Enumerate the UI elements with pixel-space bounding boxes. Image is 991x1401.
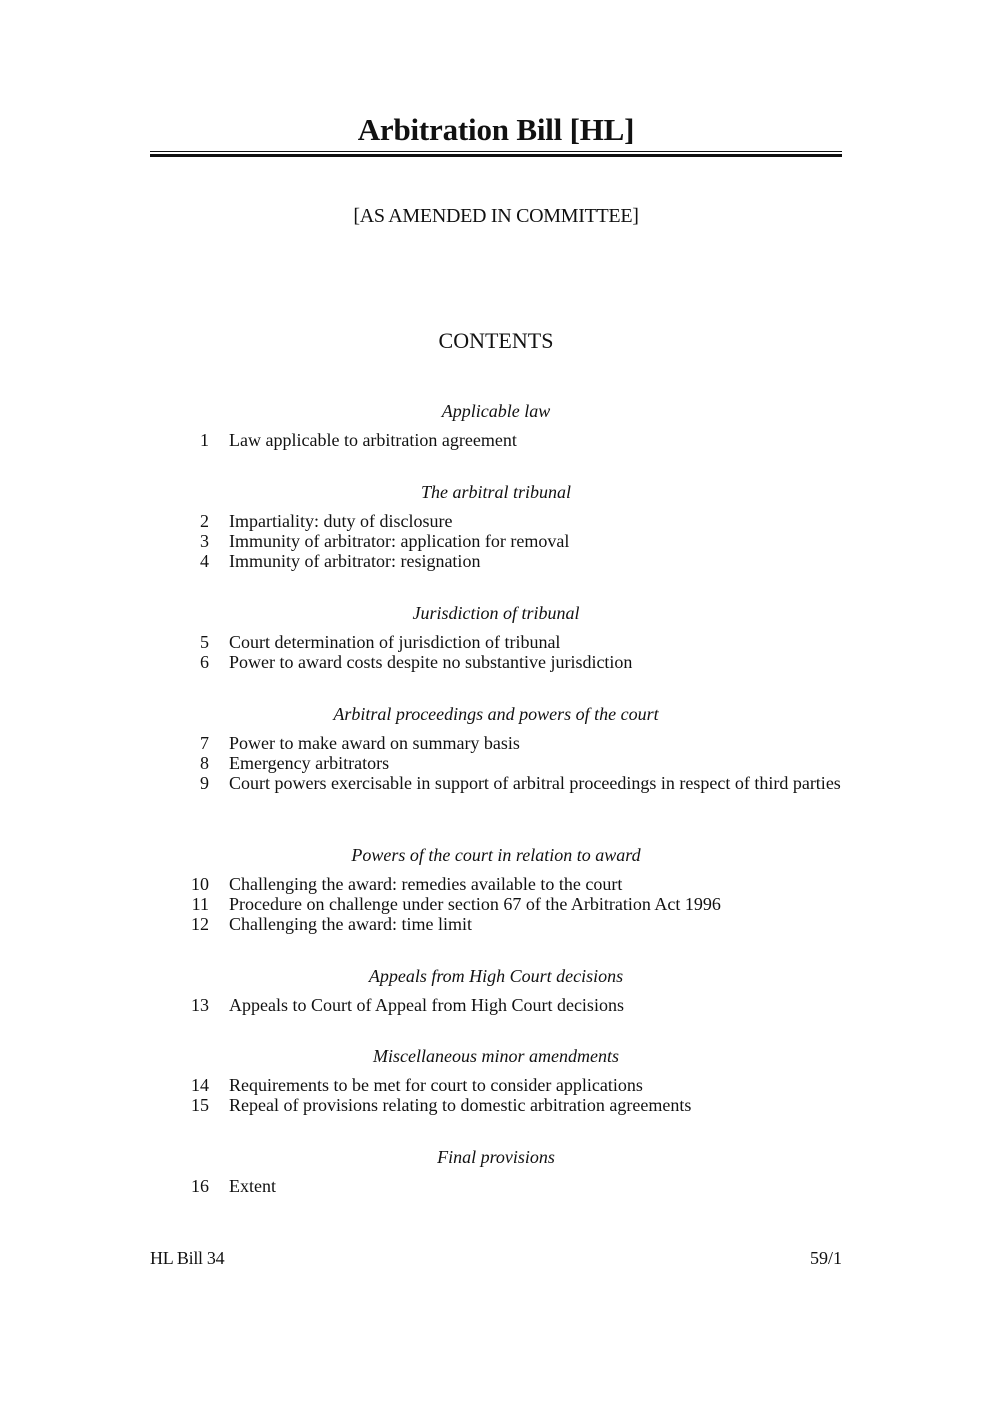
contents-item[interactable]	[150, 733, 842, 753]
bill-number: HL Bill 34	[150, 1248, 225, 1268]
clause-number: 6	[200, 652, 209, 672]
clause-title: Law applicable to arbitration agreement	[229, 430, 517, 450]
section-arbitral-tribunal	[150, 481, 842, 571]
section-appeals-high-court	[150, 965, 842, 1015]
section-heading: Appeals from High Court decisions	[368, 966, 624, 986]
contents-item[interactable]	[150, 1095, 842, 1115]
contents-item[interactable]	[150, 632, 842, 652]
clause-number: 5	[200, 632, 209, 652]
clause-title: Challenging the award: remedies available to the court	[229, 874, 623, 894]
clause-number: 2	[200, 511, 209, 531]
clause-title: Court determination of jurisdiction of tribunal	[229, 632, 561, 652]
clause-number: 9	[200, 773, 209, 793]
section-final-provisions	[150, 1146, 842, 1196]
clause-number: 13	[191, 995, 209, 1015]
section-heading: Final provisions	[437, 1147, 555, 1167]
clause-number: 11	[191, 894, 209, 914]
clause-number: 8	[200, 753, 209, 773]
section-heading: The arbitral tribunal	[420, 482, 572, 502]
clause-title: Power to make award on summary basis	[229, 733, 520, 753]
section-heading: Arbitral proceedings and powers of the court	[333, 704, 659, 724]
contents-item[interactable]	[150, 914, 842, 934]
print-reference: 59/1	[809, 1248, 842, 1268]
section-powers-of-court-award	[150, 844, 842, 934]
section-heading: Applicable law	[441, 401, 551, 421]
bill-title: Arbitration Bill [HL]	[357, 112, 635, 147]
clause-title: Requirements to be met for court to consider applications	[229, 1075, 643, 1095]
clause-title: Power to award costs despite no substantive jurisdiction	[229, 652, 633, 672]
clause-title: Extent	[229, 1176, 276, 1196]
contents-item[interactable]	[150, 430, 842, 450]
section-heading: Miscellaneous minor amendments	[373, 1046, 619, 1066]
title-rule-thick	[150, 154, 842, 157]
clause-number: 1	[200, 430, 209, 450]
contents-item[interactable]	[150, 551, 842, 571]
contents-item[interactable]	[150, 1176, 842, 1196]
contents-item[interactable]	[150, 511, 842, 531]
section-jurisdiction-of-tribunal	[150, 602, 842, 672]
contents-item[interactable]	[150, 773, 842, 793]
section-arbitral-proceedings	[150, 703, 842, 793]
clause-title: Emergency arbitrators	[229, 753, 390, 773]
clause-number: 4	[200, 551, 209, 571]
clause-number: 16	[191, 1176, 209, 1196]
section-heading: Powers of the court in relation to award	[351, 845, 641, 865]
contents-item[interactable]	[150, 531, 842, 551]
clause-number: 7	[200, 733, 209, 753]
clause-title: Challenging the award: time limit	[229, 914, 472, 934]
contents-item[interactable]	[150, 652, 842, 672]
clause-number: 15	[191, 1095, 209, 1115]
clause-number: 14	[191, 1075, 209, 1095]
clause-title: Immunity of arbitrator: application for removal	[229, 531, 570, 551]
contents-item[interactable]	[150, 874, 842, 894]
contents-item[interactable]	[150, 1075, 842, 1095]
contents-item[interactable]	[150, 995, 842, 1015]
clause-number: 3	[200, 531, 209, 551]
clause-title: Appeals to Court of Appeal from High Court decisions	[229, 995, 624, 1015]
clause-title: Impartiality: duty of disclosure	[229, 511, 453, 531]
clause-title: Court powers exercisable in support of arbitral proceedings in respect of third parties	[229, 773, 841, 793]
contents-item[interactable]	[150, 753, 842, 773]
clause-title: Repeal of provisions relating to domestic arbitration agreements	[229, 1095, 692, 1115]
document-page	[150, 0, 842, 1401]
title-rule-thin	[150, 151, 842, 152]
contents-item[interactable]	[150, 894, 842, 914]
clause-number: 10	[191, 874, 209, 894]
section-applicable-law	[150, 400, 842, 450]
section-heading: Jurisdiction of tribunal	[412, 603, 580, 623]
amendment-status: [AS AMENDED IN COMMITTEE]	[353, 205, 639, 227]
contents-heading: CONTENTS	[438, 328, 554, 353]
clause-number: 12	[191, 914, 209, 934]
section-miscellaneous-amendments	[150, 1045, 842, 1115]
clause-title: Procedure on challenge under section 67 of the Arbitration Act 1996	[229, 894, 721, 914]
clause-title: Immunity of arbitrator: resignation	[229, 551, 481, 571]
